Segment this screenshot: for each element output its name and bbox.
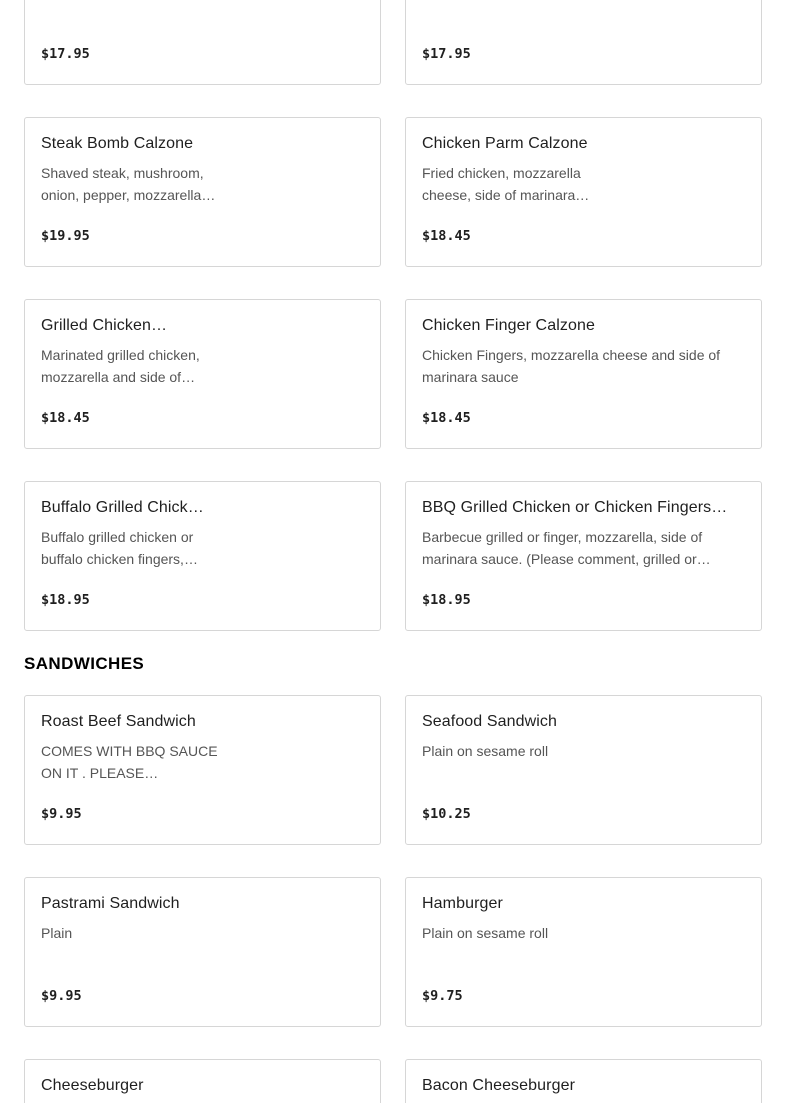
item-description: Shaved steak, mushroom, onion, pepper, mozzarella… (41, 165, 216, 203)
item-price: $17.95 (422, 46, 471, 62)
menu-item-card[interactable] (24, 117, 381, 267)
item-description: Chicken Fingers, mozzarella cheese and side of marinara sauce (422, 347, 721, 385)
item-name: Buffalo Grilled Chick… (41, 499, 204, 516)
item-name: Cheeseburger (41, 1077, 144, 1094)
item-description: Barbecue grilled or finger, mozzarella, side of marinara sauce. (Please comment, grilled or… (422, 529, 711, 567)
item-description (41, 0, 231, 2)
item-name: Grilled Chicken… (41, 317, 168, 334)
menu-item-card[interactable] (405, 695, 762, 845)
menu-item-card[interactable] (405, 1059, 762, 1103)
item-description: Plain on sesame roll (422, 743, 549, 759)
section-title-sandwiches: SANDWICHES (24, 654, 145, 673)
menu-item-card[interactable] (405, 117, 762, 267)
item-description: Fried chicken, mozzarella cheese, side of marinara… (422, 165, 590, 203)
menu-item-card[interactable] (24, 0, 381, 85)
item-price: $18.95 (422, 592, 471, 608)
menu-item-card[interactable] (405, 481, 762, 631)
item-name: Roast Beef Sandwich (41, 713, 196, 730)
menu-item-card[interactable] (24, 877, 381, 1027)
item-price: $17.95 (41, 46, 90, 62)
menu-item-card[interactable] (405, 299, 762, 449)
item-name: Chicken Parm Calzone (422, 135, 588, 152)
item-name: Hamburger (422, 895, 503, 912)
menu-item-card[interactable] (405, 0, 762, 85)
item-price: $18.95 (41, 592, 90, 608)
menu-item-card[interactable] (405, 877, 762, 1027)
item-price: $19.95 (41, 228, 90, 244)
item-price: $9.95 (41, 988, 82, 1004)
item-description: COMES WITH BBQ SAUCE ON IT . PLEASE… (41, 743, 218, 781)
item-price: $18.45 (41, 410, 90, 426)
item-name: Steak Bomb Calzone (41, 135, 194, 152)
menu-item-card[interactable] (24, 1059, 381, 1103)
item-description: Plain on sesame roll (422, 925, 549, 941)
menu-item-card[interactable] (24, 481, 381, 631)
item-name: Seafood Sandwich (422, 713, 558, 730)
item-description: Marinated grilled chicken, mozzarella and side of… (41, 347, 200, 385)
menu-item-card[interactable] (24, 299, 381, 449)
item-price: $18.45 (422, 228, 471, 244)
item-price: $10.25 (422, 806, 471, 822)
item-description: Buffalo grilled chicken or buffalo chicken fingers,… (41, 529, 198, 567)
item-description (422, 0, 612, 2)
item-name: Pastrami Sandwich (41, 895, 180, 912)
item-name: BBQ Grilled Chicken or Chicken Fingers… (422, 499, 728, 516)
item-price: $18.45 (422, 410, 471, 426)
item-name: Bacon Cheeseburger (422, 1077, 576, 1094)
item-price: $9.95 (41, 806, 82, 822)
item-price: $9.75 (422, 988, 463, 1004)
menu-item-card[interactable] (24, 695, 381, 845)
item-name: Chicken Finger Calzone (422, 317, 595, 334)
item-description: Plain (41, 925, 73, 941)
